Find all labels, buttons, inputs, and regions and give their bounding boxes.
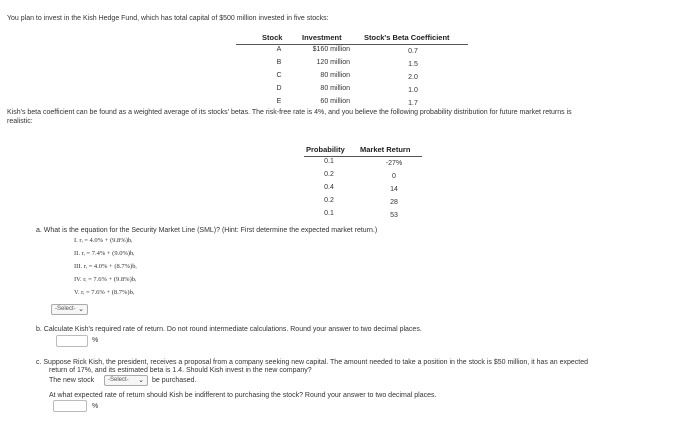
table-row	[304, 184, 422, 196]
investment-cell: 60 million	[320, 98, 350, 105]
market-return-cell: 0	[392, 173, 396, 180]
part-c-line2: return of 17%, and its estimated beta is 1.4. Should Kish invest in the new company?	[49, 367, 312, 374]
table-row	[236, 72, 468, 84]
probability-cell: 0.1	[324, 158, 334, 165]
probability-cell: 0.2	[324, 197, 334, 204]
market-return-cell: 53	[390, 212, 398, 219]
sml-option-5: V. rᵢ = 7.6% + (8.7%)bᵢ	[74, 289, 134, 296]
beta-col-header: Stock's Beta Coefficient	[364, 33, 450, 42]
intro-text: You plan to invest in the Kish Hedge Fund, which has total capital of $500 million invested in five stocks:	[7, 15, 329, 22]
sml-option-4: IV. rᵢ = 7.6% + (9.8%)bᵢ	[74, 276, 137, 283]
part-b-question: b. Calculate Kish's required rate of return. Do not round intermediate calculations. Round your answer to two decimal places.	[36, 326, 422, 333]
beta-cell: 1.0	[408, 87, 418, 94]
probability-col-header: Probability	[306, 145, 345, 154]
investment-cell: 80 million	[320, 72, 350, 79]
sml-option-1: I. rᵢ = 4.0% + (9.8%)bᵢ	[74, 237, 133, 244]
percent-unit: %	[92, 403, 99, 410]
probability-table-header	[304, 143, 422, 157]
market-return-cell: 28	[390, 199, 398, 206]
chevron-down-icon: ⌄	[78, 306, 84, 313]
table-row	[304, 158, 422, 170]
table-row	[304, 197, 422, 209]
percent-unit: %	[92, 337, 99, 344]
stock-col-header: Stock	[262, 33, 283, 42]
purchase-select[interactable]	[104, 375, 148, 386]
beta-cell: 2.0	[408, 74, 418, 81]
required-return-input[interactable]	[56, 335, 88, 347]
probability-cell: 0.1	[324, 210, 334, 217]
investment-cell: 80 million	[320, 85, 350, 92]
indifference-return-input[interactable]	[53, 400, 87, 412]
table-row	[236, 59, 468, 71]
beta-explanation-line1: Kish's beta coefficient can be found as a weighted average of its stocks' betas. The risk-free rate is 4%, and you believe the following probability distribution for future market returns is	[7, 109, 572, 116]
market-return-cell: 14	[390, 186, 398, 193]
investment-col-header: Investment	[302, 33, 342, 42]
purchase-select-label: -Select-	[108, 377, 129, 383]
sml-select-label: -Select-	[55, 306, 76, 312]
part-c-question2: At what expected rate of return should Kish be indifferent to purchasing the stock? Round your answer to two decimal places.	[49, 392, 437, 399]
stock-table-header	[236, 30, 468, 45]
probability-cell: 0.2	[324, 171, 334, 178]
beta-explanation-line2: realistic:	[7, 118, 33, 125]
table-row	[236, 85, 468, 97]
part-c-line1: c. Suppose Rick Kish, the president, receives a proposal from a company seeking new capital. The amount needed to take a position in the stock is $50 million, it has an expected	[36, 359, 589, 366]
investment-cell: 120 million	[316, 59, 350, 66]
investment-cell: $160 million	[312, 46, 350, 53]
beta-cell: 1.7	[408, 100, 418, 107]
part-a-question: a. What is the equation for the Security Market Line (SML)? (Hint: First determine the expected market return.)	[36, 227, 378, 234]
sml-option-3: III. rᵢ = 4.0% + (8.7%)bᵢ	[74, 263, 137, 270]
chevron-down-icon: ⌄	[138, 377, 144, 384]
stock-cell: B	[276, 59, 282, 66]
market-return-cell: -27%	[385, 160, 403, 167]
sml-select[interactable]	[51, 304, 88, 315]
sml-option-2: II. rᵢ = 7.4% + (9.0%)bᵢ	[74, 250, 135, 257]
new-stock-suffix: be purchased.	[152, 377, 197, 384]
beta-cell: 0.7	[408, 48, 418, 55]
new-stock-prefix: The new stock	[49, 377, 95, 384]
stock-cell: A	[276, 46, 282, 53]
stock-cell: C	[276, 72, 282, 79]
probability-cell: 0.4	[324, 184, 334, 191]
table-row	[304, 210, 422, 222]
table-row	[304, 171, 422, 183]
stock-cell: D	[276, 85, 282, 92]
market-return-col-header: Market Return	[360, 145, 411, 154]
stock-cell: E	[276, 98, 282, 105]
table-row	[236, 46, 468, 58]
beta-cell: 1.5	[408, 61, 418, 68]
